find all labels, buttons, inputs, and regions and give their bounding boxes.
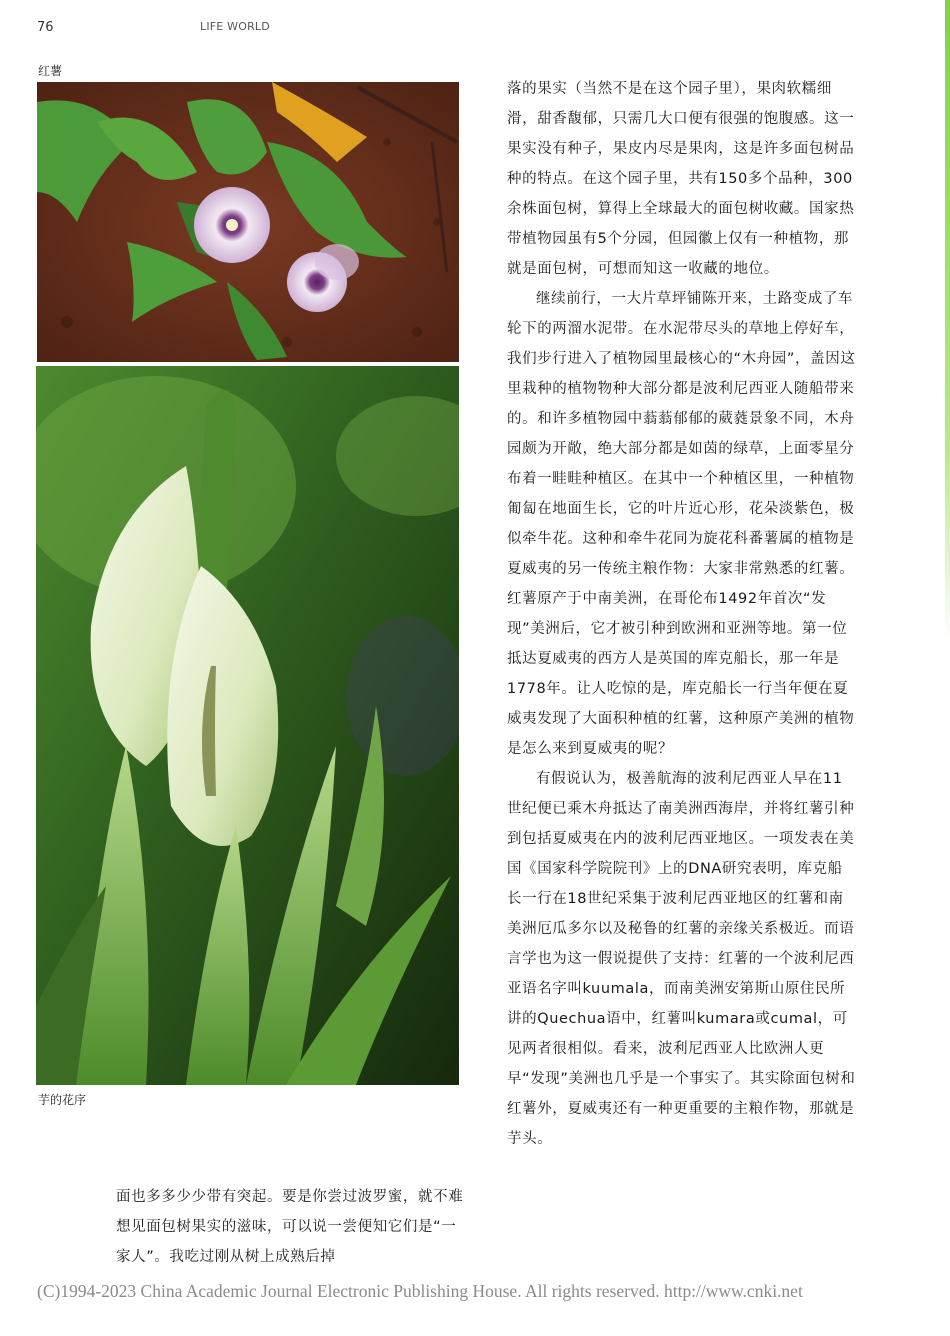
bottom-photo-caption: 芋的花序 xyxy=(38,1093,87,1107)
left-column-text xyxy=(116,1182,466,1272)
top-photo-caption: 红薯 xyxy=(38,64,63,78)
right-paragraph-2: 继续前行，一大片草坪铺陈开来，土路变成了车轮下的两溜水泥带。在水泥带尽头的草地上停好车，我们步行进入了植物园里最核心的“木舟园”，盖因这里栽种的植物物种大部分都是波利尼西亚人随船带来的。和许多植物园中蓊蓊郁郁的葳蕤景象不同，木舟园颇为开敞，绝大部分都是如茵的绿草，上面零星分布着一畦畦种植区。在其中一个种植区里，一种植物匍匐在地面生长，它的叶片近心形，花朵淡紫色，极似牵牛花。这种和牵牛花同为旋花科番薯属的植物是夏威夷的另一传统主粮作物：大家非常熟悉的红薯。红薯原产于中南美洲，在哥伦布1492年首次“发现”美洲后，它才被引种到欧洲和亚洲等地。第一位抵达夏威夷的西方人是英国的库克船长，那一年是1778年。让人吃惊的是，库克船长一行当年便在夏威夷发现了大面积种植的红薯，这种原产美洲的植物是怎么来到夏威夷的呢？ xyxy=(507,291,856,757)
edge-color-tab xyxy=(945,0,950,640)
right-column-text xyxy=(507,74,857,1154)
taro-inflorescence-photo xyxy=(36,366,459,1085)
copyright-footer: (C)1994-2023 China Academic Journal Electronic Publishing House. All rights reserved. http://www.cnki.net xyxy=(37,1281,803,1301)
right-paragraph-1: 落的果实（当然不是在这个园子里），果肉软糯细滑，甜香馥郁，只需几大口便有很强的饱腹感。这一果实没有种子，果皮内尽是果肉，这是许多面包树品种的特点。在这个园子里，共有150多个品种，300余株面包树，算得上全球最大的面包树收藏。国家热带植物园虽有5个分园，但园徽上仅有一种植物，那就是面包树，可想而知这一收藏的地位。 xyxy=(507,81,855,277)
page-number: 76 xyxy=(37,20,54,35)
section-header: LIFE WORLD xyxy=(200,20,270,33)
right-paragraph-3: 有假说认为，极善航海的波利尼西亚人早在11世纪便已乘木舟抵达了南美洲西海岸，并将红薯引种到包括夏威夷在内的波利尼西亚地区。一项发表在美国《国家科学院院刊》上的DNA研究表明，库克船长一行在18世纪采集于波利尼西亚地区的红薯和南美洲厄瓜多尔以及秘鲁的红薯的亲缘关系极近。而语言学也为这一假说提供了支持：红薯的一个波利尼西亚语名字叫kuumala，而南美洲安第斯山原住民所讲的Quechua语中，红薯叫kumara或cumal，可见两者很相似。看来，波利尼西亚人比欧洲人更早“发现”美洲也几乎是一个事实了。其实除面包树和红薯外，夏威夷还有一种更重要的主粮作物，那就是芋头。 xyxy=(507,771,856,1147)
sweet-potato-photo xyxy=(37,82,459,362)
left-paragraph: 面也多多少少带有突起。要是你尝过波罗蜜，就不难想见面包树果实的滋味，可以说一尝便知它们是“一家人”。我吃过刚从树上成熟后掉 xyxy=(116,1189,464,1265)
